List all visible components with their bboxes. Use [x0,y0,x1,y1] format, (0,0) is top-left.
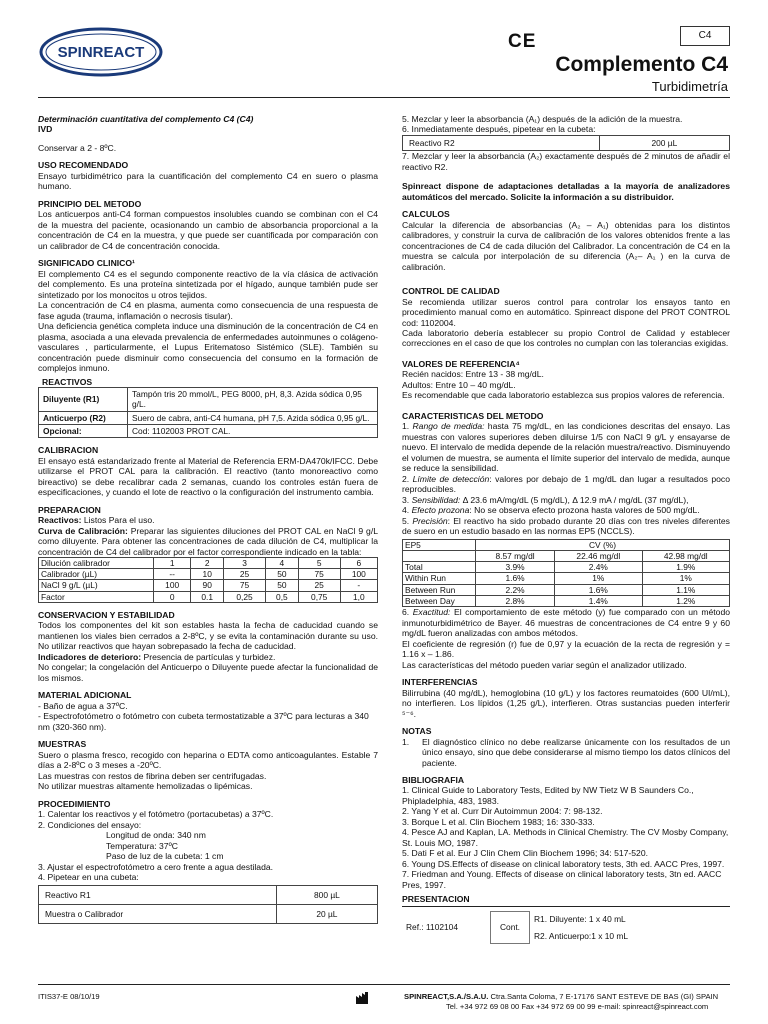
conservacion-heading: CONSERVACION Y ESTABILIDAD [38,609,175,620]
table-cell: Total [403,562,476,573]
caract-item-2: 2. Límite de detección: valores por debajo de 1 mg/dL dan lugar a resultados poco reproducibles. [402,473,730,495]
table-cell: 3.9% [476,562,555,573]
regresion-text: El coeficiente de regresión (r) fue de 0,97 y la ecuación de la recta de regresión y = 1.16 x – 1.86. [402,638,730,660]
table-cell: Within Run [403,573,476,584]
table-cell: 20 µL [276,904,377,923]
table-row [403,584,730,595]
table-cell: 200 µL [599,135,729,150]
table-cell: 0.1 [191,591,224,602]
proc-step-6: 6. Inmediatamente después, pipetear en la cubeta: [402,124,596,135]
right-column [402,114,730,944]
table-cell: 1.9% [642,562,729,573]
biblio-item: 4. Pesce AJ and Kaplan, LA. Methods in Clinical Chemistry. The CV Mosby Company, St. Louis MO, 1987. [402,827,729,848]
notas-heading: NOTAS [402,726,432,737]
proc-step-4: 4. Pipetear en una cubeta: [38,872,139,883]
proc-cond-3: Paso de luz de la cubeta: 1 cm [106,851,224,862]
reactivo-desc: Cod: 1102003 PROT CAL. [128,424,378,437]
proc-step-1: 1. Calentar los reactivos y el fotómetro (portacubetas) a 37ºC. [38,809,274,820]
table-cell: Reactivo R1 [39,885,277,904]
table-cell: 50 [265,569,298,580]
uso-text: Ensayo turbidimétrico para la cuantificación del complemento C4 en suero o plasma humano. [38,170,378,192]
nota-text: El diagnóstico clínico no debe realizarse únicamente con los resultados de un único ensayo, sino que debe considerarse al mismo tiempo los datos clínicos del paciente. [422,736,730,768]
table-cell: Reactivo R2 [403,135,600,150]
brand-text: SPINREACT [57,44,145,61]
caract-item-1: 1. Rango de medida: hasta 75 mg/dL, en las condiciones descritas del ensayo. Las muestras con valores superiores deben diluirse 1/5 con NaCl 9 g/L y ensayarse de nuevo. El intervalo de medida depende de la relación muestra/reactivo. Disminuyendo el volumen de muestra, se aumenta el límite superior del intervalo de medida, aunque se reduce la sensibilidad. [402,421,731,474]
storage-text: Conservar a 2 - 8ºC. [38,142,117,153]
principio-text: Los anticuerpos anti-C4 forman compuestos insolubles cuando se combinan con el C4 de la muestra del paciente, ocasionando un cambio de absorbancia proporcional a la concentración de C4 en la muestra, y que puede ser cuantificada por comparación con un calibrador de C4 de concentración conocida. [38,209,378,251]
table-cell: NaCl 9 g/L (µL) [39,580,154,591]
reactivo-desc: Suero de cabra, anti-C4 humana, pH 7,5. Azida sódica 0,95 g/L. [128,411,378,424]
reactivo-name: Anticuerpo (R2) [39,411,128,424]
table-row [403,539,730,550]
bibliografia-heading: BIBLIOGRAFIA [402,775,465,785]
table-cell: 2 [191,557,224,568]
table-cell: EP5 [403,539,476,550]
proc-cond-2: Temperatura: 37ºC [106,840,178,851]
dilution-table [38,557,378,603]
table-row [39,885,378,904]
ep5-precision-table [402,539,730,608]
caract-item-6: 6. Exactitud: El comportamiento de este método (y) fue comparado con un método inmunoturbidimétrico de Bayer. 46 muestras de concentraciones de C4 entre 9 y 60 mg/dL fueron analizadas con ambos métodos. [402,607,730,639]
table-row [39,591,378,602]
procedimiento-heading: PROCEDIMIENTO [38,798,111,809]
table-cell: 0,75 [298,591,340,602]
table-cell: 75 [224,580,266,591]
table-cell: 1.6% [555,584,642,595]
interferencias-heading: INTERFERENCIAS [402,677,478,688]
reactivos-table [38,387,378,438]
table-cell: 5 [298,557,340,568]
table-cell: Factor [39,591,154,602]
biblio-item: 2. Yang Y et al. Curr Dir Autoimmun 2004: 7: 98-132. [402,806,603,817]
valores-2: Adultos: Entre 10 – 40 mg/dL. [402,379,516,390]
table-cell: Between Day [403,595,476,606]
valores-1: Recién nacidos: Entre 13 - 38 mg/dL. [402,369,544,380]
doc-code: ITIS37-E 08/10/19 [38,992,100,1001]
table-row [403,550,730,561]
calculos-text: Calcular la diferencia de absorbancias (A₂ – A₁) obtenidas para los distintos calibradores, y construir la curva de calibración de los valores obtenidos frente a las concentraciones de C4 de cada dilución del Calibrador. La concentración de C4 en la muestra se calcula por interpolación de su diferencia (A₂– A₁ ) en la curva de calibración. [402,219,730,272]
table-row [403,135,730,150]
caract-label: Efecto prozona [411,505,470,516]
preparacion-heading: PREPARACION [38,504,101,515]
congelar-text: No congelar; la congelación del Anticuerpo o Diluyente puede afectar la funcionalidad de los mismos. [38,662,378,683]
principio-heading: PRINCIPIO DEL METODO [38,198,142,209]
caract-text: : valores por debajo de 1 mg/dL dan lugar a resultados poco reproducibles. [402,473,730,495]
prep-reactivos-label: Reactivos: [38,515,82,526]
biblio-item: 3. Borque L et al. Clin Biochem 1983; 16: 330-333. [402,816,595,827]
valores-heading: VALORES DE REFERENCIA⁴ [402,358,520,369]
table-cell: 1.1% [642,584,729,595]
manufacturer-icon [356,992,370,1004]
table-cell: 22.46 mg/dl [555,550,642,561]
table-row [39,388,378,412]
table-row [39,569,378,580]
table-cell: 8.57 mg/dl [476,550,555,561]
table-row [403,573,730,584]
prep-curva [38,526,378,557]
valores-3: Es recomendable que cada laboratorio establezca sus propios valores de referencia. [402,390,725,401]
table-cell: 4 [265,557,298,568]
material-item-1: - Baño de agua a 37ºC. [38,700,128,711]
clinico-heading: SIGNIFICADO CLINICO¹ [38,258,135,269]
reactivo-desc: Tampón tris 20 mmol/L, PEG 8000, pH, 8,3. Azida sódica 0,95 g/L. [128,388,378,412]
muestras-text-3: No utilizar muestras altamente hemolizadas o lipémicas. [38,781,253,792]
proc-cond-1: Longitud de onda: 340 nm [106,830,206,841]
nota-1: 1. El diagnóstico clínico no debe realizarse únicamente con los resultados de un único ensayo, sino que debe considerarse al mismo tiempo los datos clínicos del paciente. [402,736,730,768]
biblio-item: 6. Young DS.Effects of disease on clinical laboratory tests, 3th ed. AACC Pres, 1997. [402,858,725,869]
header-divider [38,97,730,98]
caract-item-5: 5. Precisión: El reactivo ha sido probado durante 20 días con tres niveles diferentes de suero en un estudio basado en las normas EP5 (NCCLS). [402,515,730,537]
footer-divider [38,984,730,985]
present-ref: Ref.: 1102104 [406,922,458,933]
presentacion-table [402,911,652,945]
table-cell: Between Run [403,584,476,595]
muestras-heading: MUESTRAS [38,739,87,750]
prep-reactivos-text: Listos Para el uso. [81,515,155,526]
table-row [39,580,378,591]
table-cell: 1% [555,573,642,584]
table-cell: - [340,580,377,591]
table-cell: 6 [340,557,377,568]
table-cell: 1.2% [642,595,729,606]
caract-label: Precisión [412,515,448,526]
presentacion-heading: PRESENTACION [402,894,730,906]
table-cell: 50 [265,580,298,591]
r2-table [402,135,730,151]
calibracion-text: El ensayo está estandarizado frente al Material de Referencia ERM-DA470k/IFCC. Debe utilizarse el PROT CAL para la calibración. El reactivo (tanto monoreactivo como bireactivo) se debe recalibrar cada 2 semanas, cuando los controles están fuera de especificaciones, y cuando el lote de reactivo o la configuración del instrumento cambia. [38,455,378,498]
caract-text: El comportamiento de este método (y) fue comparado con un método inmunoturbidimétrico de Bayer. 46 muestras de concentraciones de C4 entre 9 y 60 mg/dL fueron analizadas con ambos métodos. [402,607,730,639]
table-cell: 25 [224,569,266,580]
table-cell [403,550,476,561]
present-r2: R2. Anticuerpo:1 x 10 mL [534,930,629,941]
table-cell: 25 [298,580,340,591]
table-cell: -- [154,569,191,580]
present-cont: Cont. [491,911,530,944]
present-r1: R1. Diluyente: 1 x 40 mL [534,914,626,925]
caract-label: Límite de detección [412,473,490,484]
page-subtitle: Turbidimetría [651,79,728,94]
deterioro-text [38,652,378,662]
caract-label: Sensibilidad: [411,494,461,505]
clinico-text-3: Una deficiencia genética completa induce una disminución de la concentración de C4 en plasma, asociada a una elevada prevalencia de enfermedades autoinmunes o colágeno-vasculares , particularmente, el Lupus Eritematoso Sistémico (SLE). También su concentración puede disminuir como consecuencia del consumo en la formación de complejos inmuno. [38,321,378,374]
table-cell: 0,25 [224,591,266,602]
deterioro-label: Indicadores de deterioro: [38,651,142,662]
table-cell: 75 [298,569,340,580]
calibracion-heading: CALIBRACION [38,445,99,456]
table-cell: 0,5 [265,591,298,602]
company-address: Ctra.Santa Coloma, 7 E-17176 SANT ESTEVE DE BAS (GI) SPAIN [488,992,719,1001]
proc-step-7: 7. Mezclar y leer la absorbancia (A₂) exactamente después de 2 minutos de añadir el reactivo R2. [402,151,730,172]
uso-heading: USO RECOMENDADO [38,160,129,171]
table-cell: 10 [191,569,224,580]
table-cell: 3 [224,557,266,568]
proc-step-5: 5. Mezclar y leer la absorbancia (A₁) después de la adición de la muestra. [402,114,683,124]
caract-text: hasta 75 mg/dL, en las condiciones descritas del ensayo. Las muestras con valores superiores deben diluirse 1/5 con NaCl 9 g/L y ensayarse de nuevo. El intervalo de medida depende de la relación muestra/reactivo. Disminuyendo el volumen de muestra, se aumenta el límite superior del intervalo de medida, aunque se reduce la sensibilidad. [402,421,731,474]
table-cell: 1.6% [476,573,555,584]
caract-item-3: 3. Sensibilidad: Δ 23.6 mA/mg/dL (5 mg/dL), Δ 12.9 mA / mg/dL (37 mg/dL), [402,494,689,505]
caracteristicas-heading: CARACTERISTICAS DEL METODO [402,410,544,421]
table-cell: 100 [154,580,191,591]
table-cell: 1,0 [340,591,377,602]
prep-reactivos [38,515,378,525]
table-cell: CV (%) [476,539,730,550]
biblio-item: 7. Friedman and Young. Effects of disease on clinical laboratory tests, 3tn ed. AACC Pres, 1997. [402,869,722,890]
caract-label: Rango de medida: [412,421,485,432]
material-heading: MATERIAL ADICIONAL [38,690,132,701]
table-cell: 0 [154,591,191,602]
intro-title: Determinación cuantitativa del complemento C4 (C4) [38,114,254,124]
conservacion-text: Todos los componentes del kit son estables hasta la fecha de caducidad cuando se mantienen los viales bien cerrados a 2-8ºC, y se evita la contaminación durante su uso. No utilizar reactivos que hayan sobrepasado la fecha de caducidad. [38,620,378,652]
table-row [39,557,378,568]
biblio-item: 1. Clinical Guide to Laboratory Tests, Edited by NW Tietz W B Saunders Co., Phipladelphia, 483, 1983. [402,785,694,806]
caract-item-4: 4. Efecto prozona: No se observa efecto prozona hasta valores de 500 mg/dL. [402,505,700,516]
page-title: Complemento C4 [555,53,728,76]
caract-text: : El reactivo ha sido probado durante 20 días con tres niveles diferentes de suero en un estudio basado en las normas EP5 (NCCLS). [402,515,730,537]
prep-curva-label: Curva de Calibración: [38,525,128,536]
table-cell: 2.2% [476,584,555,595]
footer-company-block [404,992,730,1013]
deterioro-value: Presencia de partículas y turbidez. [141,651,276,662]
ivd-label: IVD [38,124,53,135]
table-row [403,562,730,573]
caract-label: Exactitud: [412,607,451,618]
calculos-heading: CALCULOS [402,209,450,220]
table-row [39,904,378,923]
table-cell: Muestra o Calibrador [39,904,277,923]
control-heading: CONTROL DE CALIDAD [402,286,500,297]
ce-mark: CE [508,31,537,52]
company-name: SPINREACT,S.A./S.A.U. [404,992,489,1001]
table-cell: 2.8% [476,595,555,606]
left-column [38,114,378,924]
caract-text: : No se observa efecto prozona hasta valores de 500 mg/dL. [469,505,700,516]
reactivo-name: Opcional: [39,424,128,437]
table-row [39,411,378,424]
table-cell: 90 [191,580,224,591]
caract-text: Δ 23.6 mA/mg/dL (5 mg/dL), Δ 12.9 mA / mg/dL (37 mg/dL), [460,494,689,505]
interferencias-text: Bilirrubina (40 mg/dL), hemoglobina (10 g/L) y los factores reumatoides (600 UI/mL), no interfieren. Los lípidos (1,25 g/L), interfieren. Otras sustancias pueden interferir ⁵⁻⁶. [402,687,730,719]
table-cell: 1% [642,573,729,584]
adaptaciones-text: Spinreact dispone de adaptaciones detalladas a la mayoría de analizadores automáticos del mercado. Solicite la información a su distribuidor. [402,181,730,202]
proc-step-2: 2. Condiciones del ensayo: [38,819,142,830]
caract-final-text: Las características del método pueden variar según el analizador utilizado. [402,659,687,670]
table-cell: 42.98 mg/dl [642,550,729,561]
muestras-text-1: Suero o plasma fresco, recogido con heparina o EDTA como anticoagulantes. Estable 7 días a 2-8ºC o 3 meses a -20ºC. [38,749,378,771]
material-item-2: - Espectrofotómetro o fotómetro con cubeta termostatizable a 37ºC para lecturas a 340 nm (320-360 nm). [38,711,369,732]
table-cell: 1 [154,557,191,568]
biblio-item: 5. Dati F et al. Eur J Clin Chem Clin Biochem 1996; 34: 517-520. [402,848,648,859]
pipette-table [38,885,378,925]
control-text-1: Se recomienda utilizar sueros control para controlar los ensayos tanto en procedimiento manual como en automático. Spinreact dispone del PROT CONTROL cod: 1102004. [402,296,730,328]
clinico-text-1: El complemento C4 es el segundo componente reactivo de la vía clásica de activación del complemento. Es una proteína sintetizada por el hígado, aunque también pude ser sintetizado por los monocitos u otros tejidos. [38,268,378,300]
product-code-box: C4 [680,26,730,46]
table-cell: 1.4% [555,595,642,606]
table-row [39,424,378,437]
table-cell: 100 [340,569,377,580]
reactivo-name: Diluyente (R1) [39,388,128,412]
control-text-2: Cada laboratorio debería establecer su propio Control de Calidad y establecer correcciones en el caso de que los controles no cumplan con las tolerancias exigidas. [402,328,730,349]
company-contact: Tel. +34 972 69 08 00 Fax +34 972 69 00 99 e-mail: spinreact@spinreact.com [446,1002,709,1012]
table-cell: 2.4% [555,562,642,573]
proc-step-3: 3. Ajustar el espectrofotómetro a cero frente a agua destilada. [38,861,274,872]
table-row [403,595,730,606]
reactivos-heading: REACTIVOS [42,376,93,387]
muestras-text-2: Las muestras con restos de fibrina deben ser centrifugadas. [38,770,267,781]
clinico-text-2: La concentración de C4 en plasma, aumenta como consecuencia de una respuesta de fase aguda (trauma, inflamación o necrosis tisular). [38,300,378,321]
table-cell: 800 µL [276,885,377,904]
table-cell: Dilución calibrador [39,557,154,568]
spinreact-logo [38,26,164,78]
prep-curva-text: Preparar las siguientes diluciones del PROT CAL en NaCl 9 g/L como diluyente. Para obtener las concentraciones de cada dilución de C4, multiplicar la concentración de C4 del calibrador por el factor correspondiente indicado en la tabla: [38,525,378,557]
table-cell: Calibrador (µL) [39,569,154,580]
table-row [402,911,652,927]
